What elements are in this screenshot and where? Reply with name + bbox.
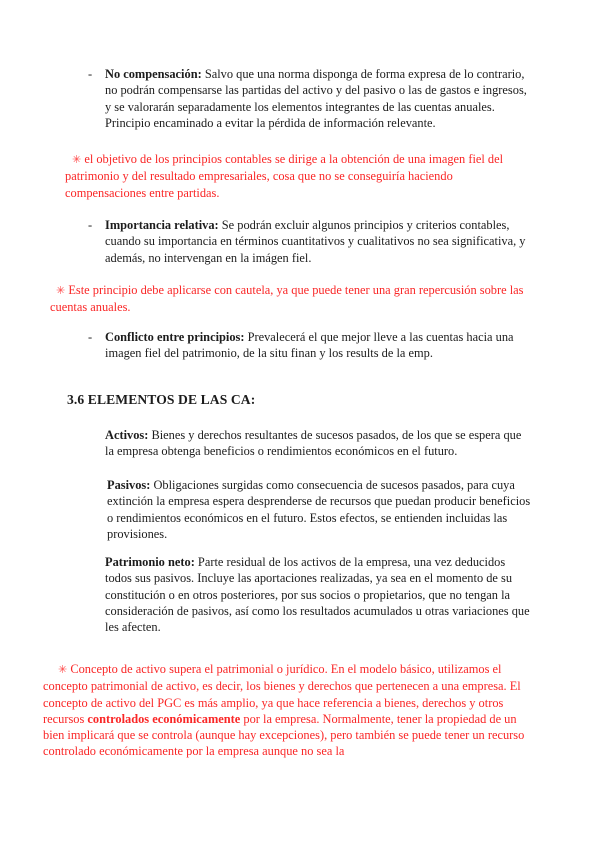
bullet-importancia-body: Se podrán excluir algunos principios y criterios contables, cuando su importancia en términos cuantitativos y cualitativos no sea significativa, y además, no intervengan en la imágen fiel. [105, 218, 526, 265]
bullet-conflicto-body: Prevalecerá el que mejor lleve a las cuentas hacia una imagen fiel del patrimonio, de la situ finan y los results de la emp. [105, 330, 514, 361]
annotation-concepto-bold: controlados económicamente [87, 711, 241, 726]
asterisk-icon: ✳ [56, 285, 66, 297]
bullet-no-compensacion-term: No compensación: [105, 67, 202, 81]
definition-patrimonio-body: Parte residual de los activos de la empresa, una vez deducidos todos sus pasivos. Incluye las aportaciones realizadas, ya sea en el momento de su constitución o en otros posteriores, por sus socios o propietarios, que no tengan la consideración de pasivos, así como los resultados acumulados u otras variaciones que les afecten. [105, 555, 530, 635]
definition-pasivos [107, 477, 531, 542]
definition-pasivos-term: Pasivos: [107, 478, 151, 492]
annotation-objetivo-text: el objetivo de los principios contables se dirige a la obtención de una imagen fiel del patrimonio y del resultado empresariales, cosa que no se conseguiría haciendo compensaciones entre partidas. [65, 152, 504, 200]
bullet-dash-icon: - [88, 330, 93, 344]
bullet-importancia-relativa [88, 217, 529, 266]
annotation-concepto-text-before: Concepto de activo supera el patrimonial o jurídico. En el modelo básico, utilizamos el concepto patrimonial de activo, es decir, los bienes y derechos que pertenecen a una empresa. El concepto de activo del PGC es más amplio, ya que hace referencia a bienes, derechos y otros recursos [43, 662, 521, 726]
definition-activos-body: Bienes y derechos resultantes de sucesos pasados, de los que se espera que la empresa obtenga beneficios o rendimientos económicos en el futuro. [105, 428, 522, 459]
bullet-conflicto-term: Conflicto entre principios: [105, 330, 245, 344]
section-heading: 3.6 ELEMENTOS DE LAS CA: [67, 392, 256, 407]
definition-activos-term: Activos: [105, 428, 149, 442]
bullet-importancia-term: Importancia relativa: [105, 218, 219, 232]
bullet-dash-icon: - [88, 67, 93, 81]
bullet-conflicto-principios [88, 329, 529, 362]
definition-pasivos-body: Obligaciones surgidas como consecuencia de sucesos pasados, para cuya extinción la empresa espera desprenderse de recursos que puedan producir beneficios o rendimientos económicos en el futuro. Estos efectos, se entienden incluidas las provisiones. [107, 478, 531, 541]
annotation-cautela [50, 282, 532, 316]
bullet-dash-icon: - [88, 218, 93, 232]
annotation-concepto-activo [43, 661, 535, 760]
annotation-cautela-text: Este principio debe aplicarse con cautela, ya que puede tener una gran repercusión sobre las cuentas anuales. [50, 283, 524, 315]
annotation-objetivo [65, 151, 525, 201]
definition-activos [105, 427, 529, 460]
bullet-no-compensacion-body: Salvo que una norma disponga de forma expresa de lo contrario, no podrán compensarse las partidas del activo y del pasivo o las de gastos e ingresos, y se valorarán separadamente los elementos integrantes de las cuentas anuales. Principio encaminado a evitar la pérdida de información relevante. [105, 67, 527, 130]
definition-patrimonio-neto [105, 554, 533, 635]
asterisk-icon: ✳ [58, 664, 68, 676]
annotation-concepto-text-after: por la empresa. Normalmente, tener la propiedad de un bien implicará que se controla (aunque hay excepciones), pero también se puede tener un recurso controlado económicamente por la empresa aunque no sea la [43, 711, 525, 759]
bullet-no-compensacion [88, 66, 529, 131]
definition-patrimonio-term: Patrimonio neto: [105, 555, 195, 569]
asterisk-icon: ✳ [72, 154, 82, 166]
